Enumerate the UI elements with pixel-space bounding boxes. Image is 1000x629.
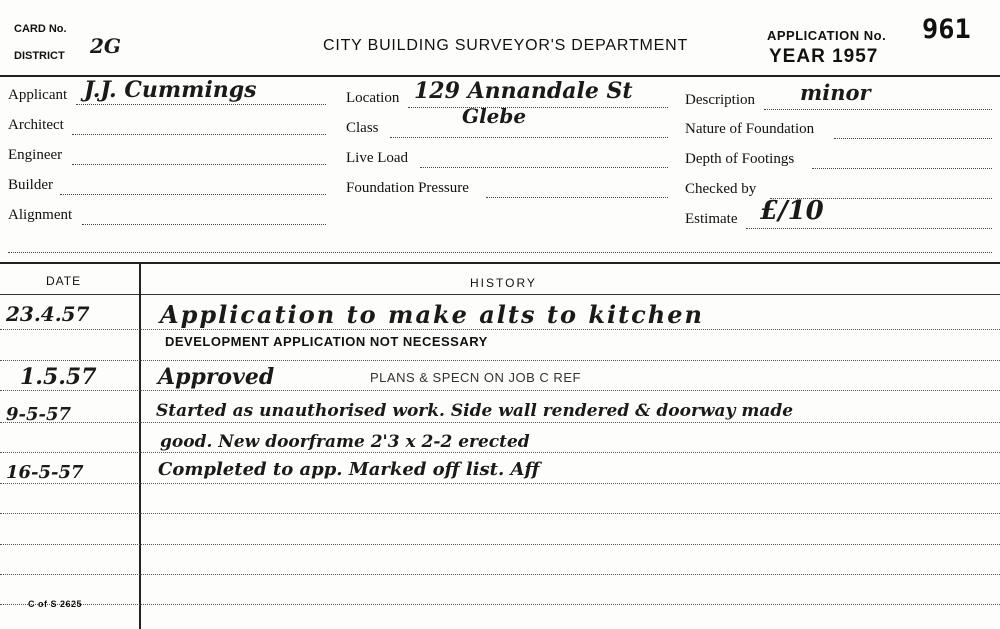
history-date: 16-5-57 [6, 462, 84, 483]
date-column-header: DATE [46, 274, 82, 288]
estimate-label: Estimate [685, 211, 738, 227]
nature-of-foundation-label: Nature of Foundation [685, 121, 815, 137]
application-no-value: 961 [922, 14, 971, 45]
checked-by-label: Checked by [685, 181, 757, 197]
class-label: Class [346, 120, 379, 136]
history-date: 23.4.57 [6, 302, 90, 326]
alignment-label: Alignment [8, 207, 73, 223]
history-date: 9-5-57 [6, 404, 72, 425]
history-text: Completed to app. Marked off list. Aff [158, 459, 540, 480]
description-label: Description [685, 92, 755, 108]
history-stamp: DEVELOPMENT APPLICATION NOT NECESSARY [165, 334, 488, 349]
history-date: 1.5.57 [20, 364, 97, 390]
history-text: Approved [158, 364, 275, 390]
history-text: good. New doorframe 2'3 x 2-2 erected [160, 432, 530, 452]
year-label: YEAR 1957 [769, 46, 879, 67]
history-stamp: PLANS & SPECN ON JOB C REF [370, 370, 581, 385]
architect-label: Architect [8, 117, 64, 133]
depth-of-footings-label: Depth of Footings [685, 151, 795, 167]
history-header-rule [0, 294, 1000, 295]
history-text: Application to make alts to kitchen [160, 300, 704, 329]
live-load-label: Live Load [346, 150, 409, 166]
engineer-label: Engineer [8, 147, 63, 163]
application-no-label: APPLICATION No. [767, 28, 887, 43]
applicant-label: Applicant [8, 87, 68, 103]
history-text: Started as unauthorised work. Side wall rendered & doorway made [156, 401, 794, 421]
district-label: DISTRICT [14, 50, 65, 62]
district-value: 2G [90, 34, 121, 58]
location-value: 129 Annandale St [414, 78, 633, 104]
department-title: CITY BUILDING SURVEYOR'S DEPARTMENT [323, 37, 689, 54]
estimate-value: £/10 [760, 196, 824, 226]
foundation-pressure-label: Foundation Pressure [346, 180, 469, 196]
history-top-rule [0, 262, 1000, 264]
class-value: Glebe [462, 104, 527, 128]
form-code: C of S 2625 [28, 599, 83, 609]
card-no-label: CARD No. [14, 23, 67, 35]
applicant-value: J.J. Cummings [84, 77, 257, 103]
history-column-header: HISTORY [470, 276, 537, 290]
description-value: minor [800, 80, 871, 105]
builder-label: Builder [8, 177, 53, 193]
location-label: Location [346, 90, 400, 106]
